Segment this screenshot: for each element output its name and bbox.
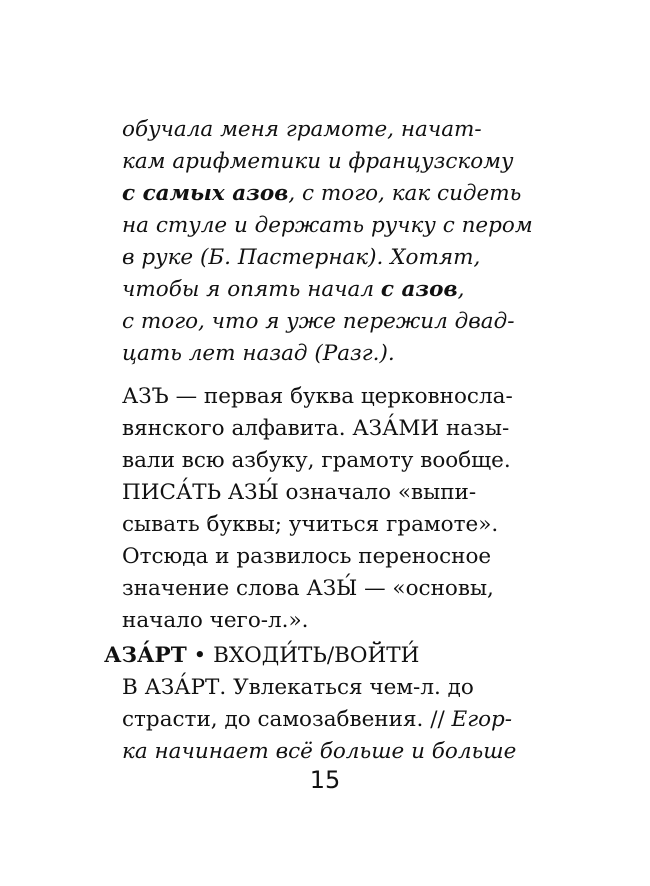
etymology-line-5: сывать буквы; учиться грамоте». — [122, 512, 499, 537]
entry-line-4: ка начинает всё больше и больше — [122, 739, 517, 764]
etymology-line-6: Отсюда и развилось переносное — [122, 544, 492, 569]
quote-text: , — [457, 277, 465, 302]
entry-heading-line — [104, 640, 419, 672]
quote-line-5: в руке (Б. Пастернак). Хотят, — [122, 245, 481, 270]
entry-separator: • — [186, 643, 214, 668]
etymology-line-2: вянского алфавита. АЗА́МИ назы- — [122, 416, 510, 441]
entry-line-3 — [122, 704, 512, 736]
etymology-line-8: начало чего-л.». — [122, 608, 309, 633]
quote-line-2: кам арифметики и французскому — [122, 149, 514, 174]
quote-text: чтобы я опять начал — [122, 277, 381, 302]
quote-line-3 — [122, 178, 521, 210]
phrase-bold: с азов — [380, 277, 458, 302]
entry-headword: АЗА́РТ — [104, 643, 187, 668]
quote-line-4: на стуле и держать ручку с пером — [122, 213, 533, 238]
etymology-line-3: вали всю азбуку, грамоту вообще. — [122, 448, 511, 473]
page-number: 15 — [309, 766, 341, 794]
quote-text: , с того, как сидеть — [288, 181, 522, 206]
quote-line-1: обучала меня грамоте, начат- — [122, 117, 482, 142]
etymology-line-1: АЗЪ — первая буква церковносла- — [122, 384, 513, 409]
etymology-line-4: ПИСА́ТЬ АЗЫ́ означало «выпи- — [122, 480, 477, 505]
phrase-bold: с самых азов — [122, 181, 289, 206]
entry-line-2: В АЗА́РТ. Увлекаться чем-л. до — [122, 675, 474, 700]
quote-line-6 — [122, 274, 464, 306]
entry-example-text: Егор- — [451, 707, 513, 732]
quote-line-8: цать лет назад (Разг.). — [122, 341, 395, 366]
etymology-line-7: значение слова АЗЫ́ — «основы, — [122, 576, 494, 601]
entry-text: страсти, до самозабвения. // — [122, 707, 452, 732]
quote-line-7: с того, что я уже пережил двад- — [122, 309, 515, 334]
entry-idiom: ВХОДИ́ТЬ/ВОЙТИ́ — [213, 643, 420, 668]
